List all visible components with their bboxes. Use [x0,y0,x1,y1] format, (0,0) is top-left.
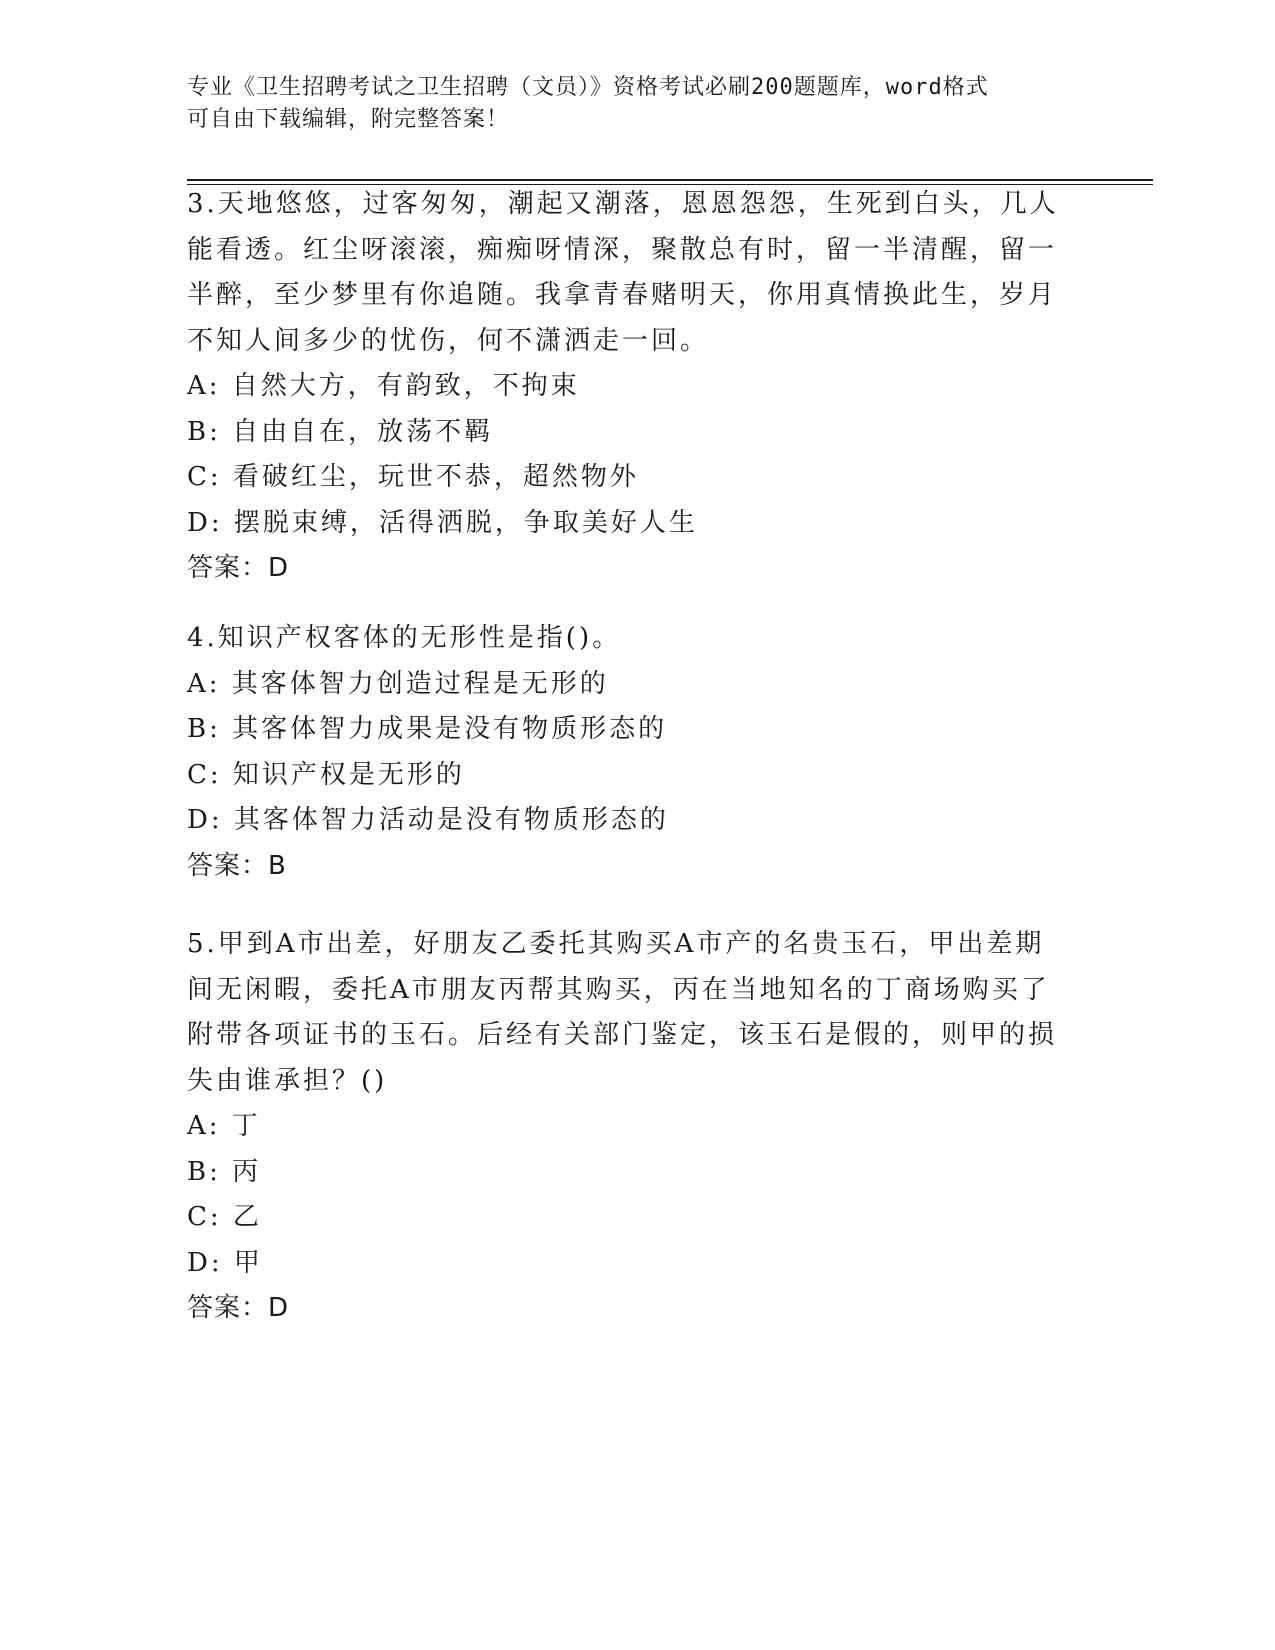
option-b: B: 自由自在，放荡不羁 [187,416,494,447]
answer-label: 答案：B [187,850,287,881]
question-stem: 3.天地悠悠，过客匆匆，潮起又潮落，恩恩怨怨，生死到白头，几人能看透。红尘呀滚滚，痴痴呀情深，聚散总有时，留一半清醒，留一半醉，至少梦里有你追随。我拿青春赌明天，你用真情换此生，岁月不知人间多少的忧伤，何不潇洒走一回。 [187,189,1059,356]
answer-label: 答案：D [187,1293,290,1323]
header-title-line1: 专业《卫生招聘考试之卫生招聘（文员）》资格考试必刷200题题库，word格式 [187,75,989,100]
answer-label: 答案：D [187,553,290,583]
option-d: D: 其客体智力活动是没有物质形态的 [187,805,669,835]
option-d: D: 摆脱束缚，活得洒脱，争取美好人生 [187,507,698,538]
option-c: C: 乙 [187,1202,262,1232]
question-4 [187,616,1067,889]
question-stem: 5.甲到A市出差，好朋友乙委托其购买A市产的名贵玉石，甲出差期间无闲暇，委托A市朋友丙帮其购买，丙在当地知名的丁商场购买了附带各项证书的玉石。后经有关部门鉴定，该玉石是假的，则甲的损失由谁承担？() [187,929,1058,1096]
option-c: C: 知识产权是无形的 [187,759,465,790]
option-a: A: 丁 [187,1111,261,1141]
header-title-line2: 可自由下载编辑，附完整答案！ [187,107,510,132]
header-divider-thick [187,179,1153,181]
option-c: C: 看破红尘，玩世不恭，超然物外 [187,462,639,492]
option-a: A: 其客体智力创造过程是无形的 [187,668,609,699]
question-3 [187,182,1067,592]
option-a: A: 自然大方，有韵致，不拘束 [187,371,580,401]
option-b: B: 丙 [187,1156,262,1187]
option-b: B: 其客体智力成果是没有物质形态的 [187,714,668,744]
document-header [187,72,1087,136]
option-d: D: 甲 [187,1247,263,1278]
question-stem: 4.知识产权客体的无形性是指()。 [187,623,622,653]
question-5 [187,922,1067,1332]
